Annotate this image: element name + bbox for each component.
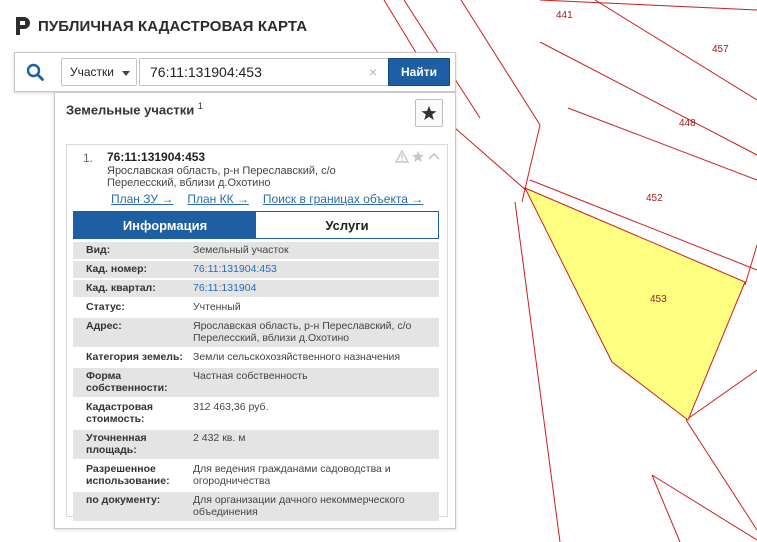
parcel-boundary xyxy=(686,420,757,530)
info-key: Кад. номер: xyxy=(86,263,148,275)
info-key: Статус: xyxy=(86,301,125,313)
app-title: ПУБЛИЧНАЯ КАДАСТРОВАЯ КАРТА xyxy=(38,17,308,35)
info-key: Кадастровая стоимость: xyxy=(86,401,153,425)
parcel-boundary xyxy=(595,0,757,100)
info-key: Уточненная площадь: xyxy=(86,432,147,456)
info-key: Кад. квартал: xyxy=(86,282,156,294)
info-row-ownership xyxy=(73,368,439,397)
info-value: Ярославская область, р-н Переславский, с/о Перелесский, вблизи д.Охотино xyxy=(193,320,412,344)
info-row-land-category xyxy=(73,349,439,366)
star-icon[interactable] xyxy=(411,150,425,163)
info-key: Адрес: xyxy=(86,320,122,332)
parcel-boundary xyxy=(461,0,540,202)
info-key: Категория земель: xyxy=(86,351,183,363)
info-value: 312 463,36 руб. xyxy=(193,401,269,413)
star-icon xyxy=(421,105,437,121)
parcel-label-448: 448 xyxy=(679,118,696,129)
search-bar xyxy=(14,52,456,92)
parcel-boundary xyxy=(455,128,528,192)
search-type-label: Участки xyxy=(70,65,114,79)
plan-kk-link[interactable]: План КК → xyxy=(187,192,249,206)
results-panel xyxy=(54,92,456,529)
info-row-type xyxy=(73,242,439,259)
info-row-cad-number xyxy=(73,261,439,278)
info-row-address xyxy=(73,318,439,347)
app-header xyxy=(14,12,307,40)
search-type-select[interactable] xyxy=(61,58,137,86)
info-row-by-document xyxy=(73,492,439,521)
result-tabs xyxy=(73,211,439,239)
info-value: Для ведения гражданами садоводства и огородничества xyxy=(193,463,391,487)
panel-title-text: Земельные участки xyxy=(66,102,195,118)
panel-title xyxy=(66,101,203,117)
parcel-label-453: 453 xyxy=(650,294,667,305)
favorites-button[interactable] xyxy=(415,99,443,127)
parcel-label-457: 457 xyxy=(712,44,729,55)
result-card xyxy=(66,144,448,517)
info-value: Для организации дачного некоммерческого объединения xyxy=(193,494,405,518)
info-table xyxy=(73,242,439,523)
tab-services[interactable]: Услуги xyxy=(256,212,438,238)
info-value: Частная собственность xyxy=(193,370,308,382)
parcel-boundary xyxy=(515,202,560,542)
info-key: Форма собственности: xyxy=(86,370,168,394)
result-address: Ярославская область, р-н Переславский, с/о Перелесский, вблизи д.Охотино xyxy=(107,165,336,189)
selected-parcel-453[interactable] xyxy=(525,188,745,420)
chevron-up-icon[interactable] xyxy=(427,150,441,163)
cad-quarter-link[interactable]: 76:11:131904 xyxy=(193,282,257,294)
info-row-cad-value xyxy=(73,399,439,428)
search-input[interactable] xyxy=(139,58,399,86)
info-value: Земельный участок xyxy=(193,244,289,256)
tab-information[interactable]: Информация xyxy=(74,212,256,238)
parcel-boundary xyxy=(745,245,757,285)
find-button[interactable]: Найти xyxy=(388,58,450,86)
parcel-boundary xyxy=(568,108,757,180)
search-within-object-link[interactable]: Поиск в границах объекта → xyxy=(262,192,424,206)
cad-number-link[interactable]: 76:11:131904:453 xyxy=(193,263,277,275)
info-key: Разрешенное использование: xyxy=(86,463,170,487)
card-actions xyxy=(395,150,441,163)
info-key: по документу: xyxy=(86,494,161,506)
info-value: 2 432 кв. м xyxy=(193,432,246,444)
info-value: Земли сельскохозяйственного назначения xyxy=(193,351,401,363)
info-row-permitted-use xyxy=(73,461,439,490)
parcel-boundary xyxy=(540,42,757,155)
parcel-label-441: 441 xyxy=(556,10,573,21)
logo-icon xyxy=(14,15,32,37)
parcel-label-452: 452 xyxy=(646,193,663,204)
parcel-boundary xyxy=(540,0,757,10)
search-icon[interactable] xyxy=(15,53,55,91)
result-links xyxy=(111,192,423,206)
warning-icon[interactable] xyxy=(395,150,409,163)
info-value: Учтенный xyxy=(193,301,241,313)
info-row-area xyxy=(73,430,439,459)
parcel-boundary xyxy=(652,475,680,542)
plan-zu-link[interactable]: План ЗУ → xyxy=(111,192,174,206)
info-row-cad-quarter xyxy=(73,280,439,297)
parcel-boundary xyxy=(652,475,757,540)
result-cad-number[interactable]: 76:11:131904:453 xyxy=(107,150,206,164)
clear-search-icon[interactable]: × xyxy=(368,64,378,80)
info-row-status xyxy=(73,299,439,316)
chevron-down-icon xyxy=(122,71,130,76)
result-number: 1. xyxy=(83,151,94,165)
result-count: 1 xyxy=(197,101,203,111)
info-key: Вид: xyxy=(86,244,111,256)
